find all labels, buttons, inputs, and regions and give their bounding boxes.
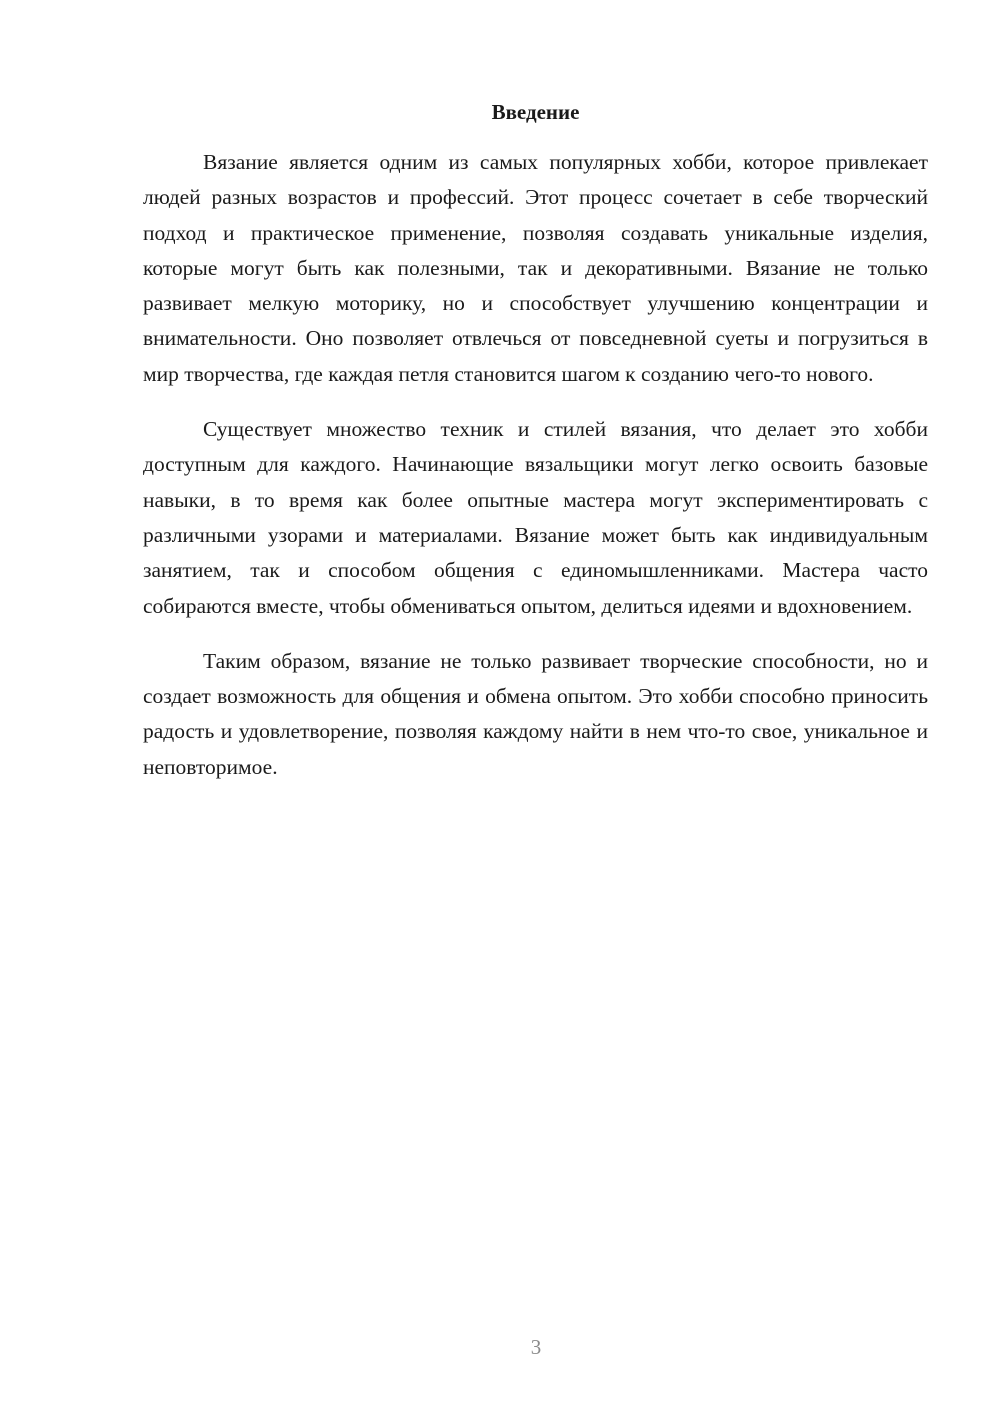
paragraph-1: Вязание является одним из самых популярных хобби, которое привлекает людей разных возрастов и профессий. Этот процесс сочетает в себе творческий подход и практическое применение, позволяя создавать уникальные изделия, которые могут быть как полезными, так и декоративными. Вязание не только развивает мелкую моторику, но и способствует улучшению концентрации и внимательности. Оно позволяет отвлечься от повседневной суеты и погрузиться в мир творчества, где каждая петля становится шагом к созданию чего-то нового. (143, 150, 928, 386)
page-number: 3 (530, 1335, 542, 1359)
paragraph-3: Таким образом, вязание не только развивает творческие способности, но и создает возможность для общения и обмена опытом. Это хобби способно приносить радость и удовлетворение, позволяя каждому найти в нем что-то свое, уникальное и неповторимое. (143, 648, 928, 779)
body-text (143, 145, 928, 805)
section-title: Введение (491, 100, 580, 124)
paragraph-2: Существует множество техник и стилей вязания, что делает это хобби доступным для каждого. Начинающие вязальщики могут легко освоить базовые навыки, в то время как более опытные мастера могут экспериментировать с различными узорами и материалами. Вязание может быть как индивидуальным занятием, так и способом общения с единомышленниками. Мастера часто собираются вместе, чтобы обмениваться опытом, делиться идеями и вдохновением. (143, 417, 928, 618)
